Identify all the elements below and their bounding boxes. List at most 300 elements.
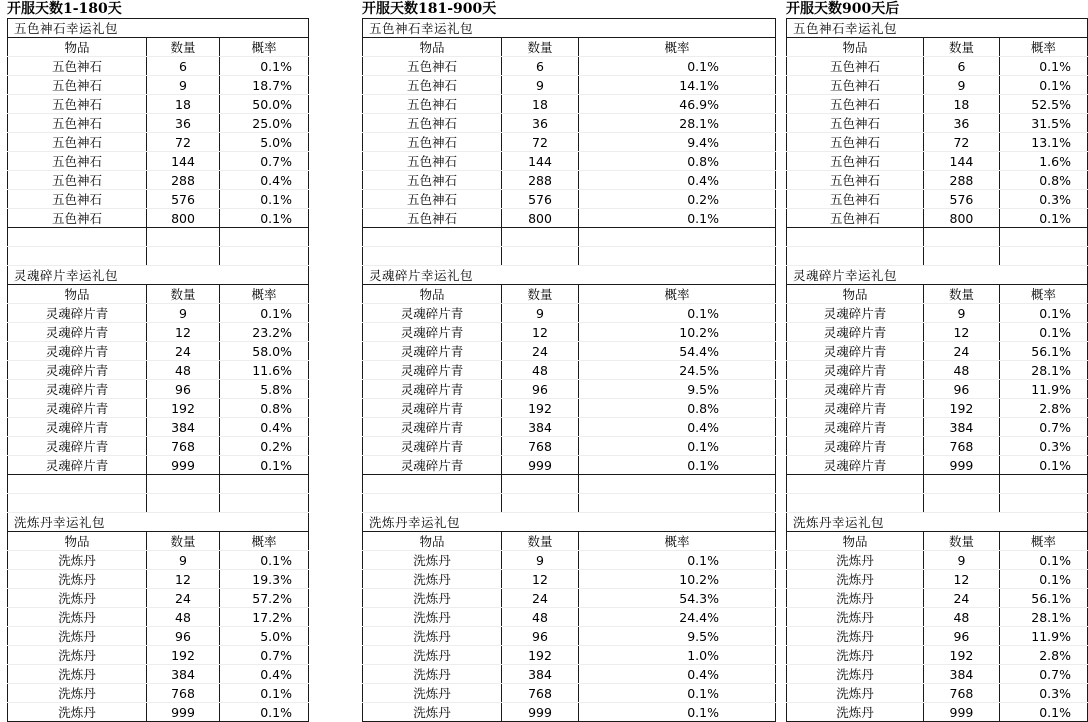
item-cell[interactable]: 洗炼丹 (363, 703, 502, 722)
item-cell[interactable]: 灵魂碎片青 (787, 323, 924, 342)
item-cell[interactable]: 五色神石 (363, 190, 502, 209)
prob-cell[interactable]: 0.4% (579, 665, 776, 684)
item-cell[interactable]: 五色神石 (787, 190, 924, 209)
item-cell[interactable]: 洗炼丹 (787, 589, 924, 608)
pack-title[interactable]: 五色神石幸运礼包 (8, 19, 309, 38)
item-cell[interactable]: 五色神石 (363, 133, 502, 152)
qty-cell[interactable]: 48 (924, 361, 1000, 380)
prob-cell[interactable]: 19.3% (220, 570, 309, 589)
qty-cell[interactable]: 9 (924, 76, 1000, 95)
qty-cell[interactable]: 144 (502, 152, 579, 171)
qty-cell[interactable]: 384 (502, 418, 579, 437)
qty-cell[interactable]: 12 (502, 323, 579, 342)
item-cell[interactable]: 灵魂碎片青 (8, 399, 147, 418)
qty-cell[interactable]: 384 (924, 418, 1000, 437)
prob-cell[interactable]: 2.8% (999, 646, 1087, 665)
prob-cell[interactable]: 0.1% (999, 304, 1087, 323)
qty-cell[interactable]: 999 (147, 703, 220, 722)
header-item[interactable]: 物品 (787, 285, 924, 304)
qty-cell[interactable]: 9 (924, 304, 1000, 323)
item-cell[interactable]: 灵魂碎片青 (8, 304, 147, 323)
prob-cell[interactable]: 0.1% (999, 703, 1087, 722)
prob-cell[interactable]: 0.8% (999, 171, 1087, 190)
item-cell[interactable]: 灵魂碎片青 (8, 456, 147, 475)
qty-cell[interactable]: 24 (502, 589, 579, 608)
qty-cell[interactable]: 18 (924, 95, 1000, 114)
prob-cell[interactable]: 0.7% (999, 665, 1087, 684)
prob-cell[interactable]: 0.1% (579, 684, 776, 703)
item-cell[interactable]: 五色神石 (8, 114, 147, 133)
header-qty[interactable]: 数量 (924, 285, 1000, 304)
item-cell[interactable]: 洗炼丹 (8, 627, 147, 646)
item-cell[interactable]: 五色神石 (8, 57, 147, 76)
prob-cell[interactable]: 0.1% (999, 76, 1087, 95)
item-cell[interactable]: 五色神石 (8, 190, 147, 209)
empty-cell[interactable] (579, 475, 776, 494)
qty-cell[interactable]: 384 (147, 665, 220, 684)
item-cell[interactable]: 灵魂碎片青 (787, 399, 924, 418)
prob-cell[interactable]: 2.8% (999, 399, 1087, 418)
qty-cell[interactable]: 48 (147, 361, 220, 380)
item-cell[interactable]: 灵魂碎片青 (787, 304, 924, 323)
header-prob[interactable]: 概率 (220, 285, 309, 304)
header-prob[interactable]: 概率 (999, 532, 1087, 551)
item-cell[interactable]: 五色神石 (363, 57, 502, 76)
empty-cell[interactable] (924, 228, 1000, 247)
prob-cell[interactable]: 0.1% (999, 209, 1087, 228)
item-cell[interactable]: 灵魂碎片青 (363, 323, 502, 342)
item-cell[interactable]: 洗炼丹 (8, 589, 147, 608)
prob-cell[interactable]: 0.1% (579, 551, 776, 570)
prob-cell[interactable]: 0.1% (220, 304, 309, 323)
qty-cell[interactable]: 36 (147, 114, 220, 133)
item-cell[interactable]: 灵魂碎片青 (363, 380, 502, 399)
item-cell[interactable]: 灵魂碎片青 (787, 361, 924, 380)
prob-cell[interactable]: 11.9% (999, 380, 1087, 399)
prob-cell[interactable]: 9.5% (579, 627, 776, 646)
item-cell[interactable]: 灵魂碎片青 (363, 418, 502, 437)
qty-cell[interactable]: 384 (924, 665, 1000, 684)
empty-cell[interactable] (999, 494, 1087, 513)
pack-title[interactable]: 灵魂碎片幸运礼包 (787, 266, 1088, 285)
empty-cell[interactable] (579, 247, 776, 266)
qty-cell[interactable]: 999 (502, 703, 579, 722)
empty-cell[interactable] (502, 475, 579, 494)
prob-cell[interactable]: 0.2% (220, 437, 309, 456)
empty-cell[interactable] (8, 475, 147, 494)
prob-cell[interactable]: 54.4% (579, 342, 776, 361)
pack-title[interactable]: 洗炼丹幸运礼包 (363, 513, 776, 532)
prob-cell[interactable]: 0.1% (579, 456, 776, 475)
empty-cell[interactable] (363, 228, 502, 247)
prob-cell[interactable]: 54.3% (579, 589, 776, 608)
empty-cell[interactable] (999, 247, 1087, 266)
empty-cell[interactable] (8, 247, 147, 266)
header-prob[interactable]: 概率 (999, 38, 1087, 57)
prob-cell[interactable]: 28.1% (579, 114, 776, 133)
prob-cell[interactable]: 0.1% (220, 57, 309, 76)
header-prob[interactable]: 概率 (999, 285, 1087, 304)
qty-cell[interactable]: 999 (502, 456, 579, 475)
empty-cell[interactable] (147, 247, 220, 266)
prob-cell[interactable]: 0.8% (579, 399, 776, 418)
header-prob[interactable]: 概率 (220, 38, 309, 57)
item-cell[interactable]: 洗炼丹 (363, 608, 502, 627)
qty-cell[interactable]: 192 (502, 399, 579, 418)
item-cell[interactable]: 灵魂碎片青 (8, 418, 147, 437)
item-cell[interactable]: 五色神石 (787, 133, 924, 152)
item-cell[interactable]: 灵魂碎片青 (363, 437, 502, 456)
qty-cell[interactable]: 768 (502, 437, 579, 456)
qty-cell[interactable]: 72 (147, 133, 220, 152)
item-cell[interactable]: 五色神石 (363, 209, 502, 228)
empty-cell[interactable] (220, 475, 309, 494)
qty-cell[interactable]: 768 (147, 437, 220, 456)
empty-cell[interactable] (147, 228, 220, 247)
item-cell[interactable]: 五色神石 (787, 209, 924, 228)
empty-cell[interactable] (363, 494, 502, 513)
prob-cell[interactable]: 25.0% (220, 114, 309, 133)
item-cell[interactable]: 灵魂碎片青 (8, 323, 147, 342)
prob-cell[interactable]: 0.7% (220, 152, 309, 171)
empty-cell[interactable] (999, 228, 1087, 247)
qty-cell[interactable]: 72 (924, 133, 1000, 152)
pack-title[interactable]: 灵魂碎片幸运礼包 (363, 266, 776, 285)
qty-cell[interactable]: 768 (147, 684, 220, 703)
qty-cell[interactable]: 800 (147, 209, 220, 228)
prob-cell[interactable]: 0.1% (999, 456, 1087, 475)
pack-title[interactable]: 灵魂碎片幸运礼包 (8, 266, 309, 285)
item-cell[interactable]: 洗炼丹 (787, 627, 924, 646)
qty-cell[interactable]: 768 (924, 684, 1000, 703)
qty-cell[interactable]: 384 (147, 418, 220, 437)
empty-cell[interactable] (924, 475, 1000, 494)
prob-cell[interactable]: 0.2% (579, 190, 776, 209)
prob-cell[interactable]: 5.0% (220, 627, 309, 646)
item-cell[interactable]: 五色神石 (8, 171, 147, 190)
qty-cell[interactable]: 384 (502, 665, 579, 684)
prob-cell[interactable]: 1.0% (579, 646, 776, 665)
qty-cell[interactable]: 96 (502, 627, 579, 646)
item-cell[interactable]: 洗炼丹 (363, 589, 502, 608)
empty-cell[interactable] (787, 475, 924, 494)
prob-cell[interactable]: 0.1% (999, 570, 1087, 589)
prob-cell[interactable]: 56.1% (999, 342, 1087, 361)
prob-cell[interactable]: 0.1% (999, 323, 1087, 342)
item-cell[interactable]: 洗炼丹 (363, 684, 502, 703)
qty-cell[interactable]: 192 (502, 646, 579, 665)
prob-cell[interactable]: 0.1% (220, 190, 309, 209)
qty-cell[interactable]: 999 (924, 703, 1000, 722)
item-cell[interactable]: 洗炼丹 (787, 703, 924, 722)
item-cell[interactable]: 洗炼丹 (8, 551, 147, 570)
prob-cell[interactable]: 0.1% (220, 551, 309, 570)
item-cell[interactable]: 洗炼丹 (787, 570, 924, 589)
pack-title[interactable]: 洗炼丹幸运礼包 (787, 513, 1088, 532)
qty-cell[interactable]: 288 (924, 171, 1000, 190)
prob-cell[interactable]: 31.5% (999, 114, 1087, 133)
qty-cell[interactable]: 48 (502, 361, 579, 380)
item-cell[interactable]: 洗炼丹 (8, 570, 147, 589)
header-qty[interactable]: 数量 (502, 532, 579, 551)
item-cell[interactable]: 洗炼丹 (8, 684, 147, 703)
prob-cell[interactable]: 0.4% (579, 418, 776, 437)
header-item[interactable]: 物品 (363, 38, 502, 57)
item-cell[interactable]: 洗炼丹 (787, 551, 924, 570)
header-item[interactable]: 物品 (363, 285, 502, 304)
qty-cell[interactable]: 288 (502, 171, 579, 190)
header-qty[interactable]: 数量 (147, 38, 220, 57)
prob-cell[interactable]: 0.1% (220, 684, 309, 703)
qty-cell[interactable]: 12 (502, 570, 579, 589)
item-cell[interactable]: 灵魂碎片青 (8, 361, 147, 380)
prob-cell[interactable]: 0.8% (220, 399, 309, 418)
item-cell[interactable]: 洗炼丹 (8, 608, 147, 627)
qty-cell[interactable]: 6 (924, 57, 1000, 76)
prob-cell[interactable]: 0.4% (220, 171, 309, 190)
qty-cell[interactable]: 18 (502, 95, 579, 114)
qty-cell[interactable]: 288 (147, 171, 220, 190)
qty-cell[interactable]: 12 (924, 570, 1000, 589)
header-prob[interactable]: 概率 (220, 532, 309, 551)
prob-cell[interactable]: 18.7% (220, 76, 309, 95)
qty-cell[interactable]: 144 (147, 152, 220, 171)
prob-cell[interactable]: 0.8% (579, 152, 776, 171)
qty-cell[interactable]: 96 (924, 627, 1000, 646)
header-item[interactable]: 物品 (8, 532, 147, 551)
qty-cell[interactable]: 48 (502, 608, 579, 627)
qty-cell[interactable]: 768 (502, 684, 579, 703)
qty-cell[interactable]: 96 (147, 380, 220, 399)
pack-title[interactable]: 洗炼丹幸运礼包 (8, 513, 309, 532)
item-cell[interactable]: 五色神石 (363, 114, 502, 133)
prob-cell[interactable]: 0.1% (579, 304, 776, 323)
prob-cell[interactable]: 46.9% (579, 95, 776, 114)
item-cell[interactable]: 灵魂碎片青 (363, 399, 502, 418)
qty-cell[interactable]: 24 (924, 589, 1000, 608)
qty-cell[interactable]: 24 (147, 589, 220, 608)
empty-cell[interactable] (220, 228, 309, 247)
qty-cell[interactable]: 18 (147, 95, 220, 114)
qty-cell[interactable]: 12 (147, 570, 220, 589)
item-cell[interactable]: 洗炼丹 (787, 646, 924, 665)
prob-cell[interactable]: 50.0% (220, 95, 309, 114)
qty-cell[interactable]: 24 (924, 342, 1000, 361)
item-cell[interactable]: 灵魂碎片青 (363, 456, 502, 475)
item-cell[interactable]: 灵魂碎片青 (8, 380, 147, 399)
qty-cell[interactable]: 9 (147, 76, 220, 95)
qty-cell[interactable]: 24 (147, 342, 220, 361)
pack-title[interactable]: 五色神石幸运礼包 (363, 19, 776, 38)
item-cell[interactable]: 五色神石 (787, 95, 924, 114)
item-cell[interactable]: 五色神石 (8, 152, 147, 171)
prob-cell[interactable]: 10.2% (579, 323, 776, 342)
qty-cell[interactable]: 9 (147, 551, 220, 570)
prob-cell[interactable]: 0.7% (220, 646, 309, 665)
qty-cell[interactable]: 36 (924, 114, 1000, 133)
item-cell[interactable]: 洗炼丹 (787, 665, 924, 684)
item-cell[interactable]: 洗炼丹 (8, 703, 147, 722)
qty-cell[interactable]: 144 (924, 152, 1000, 171)
empty-cell[interactable] (502, 247, 579, 266)
item-cell[interactable]: 五色神石 (363, 171, 502, 190)
qty-cell[interactable]: 9 (502, 76, 579, 95)
item-cell[interactable]: 灵魂碎片青 (787, 342, 924, 361)
prob-cell[interactable]: 11.6% (220, 361, 309, 380)
header-prob[interactable]: 概率 (579, 532, 776, 551)
qty-cell[interactable]: 96 (924, 380, 1000, 399)
empty-cell[interactable] (502, 494, 579, 513)
prob-cell[interactable]: 9.5% (579, 380, 776, 399)
prob-cell[interactable]: 0.3% (999, 190, 1087, 209)
empty-cell[interactable] (579, 494, 776, 513)
item-cell[interactable]: 灵魂碎片青 (363, 361, 502, 380)
qty-cell[interactable]: 9 (924, 551, 1000, 570)
empty-cell[interactable] (787, 247, 924, 266)
header-qty[interactable]: 数量 (924, 532, 1000, 551)
qty-cell[interactable]: 12 (147, 323, 220, 342)
prob-cell[interactable]: 13.1% (999, 133, 1087, 152)
empty-cell[interactable] (8, 228, 147, 247)
prob-cell[interactable]: 0.1% (579, 209, 776, 228)
header-item[interactable]: 物品 (787, 38, 924, 57)
prob-cell[interactable]: 23.2% (220, 323, 309, 342)
item-cell[interactable]: 五色神石 (363, 95, 502, 114)
prob-cell[interactable]: 14.1% (579, 76, 776, 95)
prob-cell[interactable]: 17.2% (220, 608, 309, 627)
item-cell[interactable]: 灵魂碎片青 (363, 304, 502, 323)
qty-cell[interactable]: 192 (147, 399, 220, 418)
prob-cell[interactable]: 0.4% (220, 665, 309, 684)
header-qty[interactable]: 数量 (924, 38, 1000, 57)
prob-cell[interactable]: 28.1% (999, 608, 1087, 627)
item-cell[interactable]: 五色神石 (8, 209, 147, 228)
header-prob[interactable]: 概率 (579, 38, 776, 57)
qty-cell[interactable]: 576 (502, 190, 579, 209)
qty-cell[interactable]: 24 (502, 342, 579, 361)
header-item[interactable]: 物品 (787, 532, 924, 551)
item-cell[interactable]: 五色神石 (787, 57, 924, 76)
empty-cell[interactable] (220, 247, 309, 266)
prob-cell[interactable]: 58.0% (220, 342, 309, 361)
empty-cell[interactable] (579, 228, 776, 247)
qty-cell[interactable]: 36 (502, 114, 579, 133)
item-cell[interactable]: 五色神石 (787, 152, 924, 171)
qty-cell[interactable]: 768 (924, 437, 1000, 456)
prob-cell[interactable]: 0.4% (579, 171, 776, 190)
item-cell[interactable]: 洗炼丹 (363, 665, 502, 684)
item-cell[interactable]: 洗炼丹 (363, 570, 502, 589)
item-cell[interactable]: 灵魂碎片青 (787, 437, 924, 456)
empty-cell[interactable] (787, 228, 924, 247)
qty-cell[interactable]: 576 (147, 190, 220, 209)
prob-cell[interactable]: 9.4% (579, 133, 776, 152)
item-cell[interactable]: 灵魂碎片青 (787, 456, 924, 475)
qty-cell[interactable]: 96 (502, 380, 579, 399)
pack-title[interactable]: 五色神石幸运礼包 (787, 19, 1088, 38)
qty-cell[interactable]: 6 (502, 57, 579, 76)
empty-cell[interactable] (363, 247, 502, 266)
empty-cell[interactable] (787, 494, 924, 513)
qty-cell[interactable]: 96 (147, 627, 220, 646)
prob-cell[interactable]: 0.1% (999, 57, 1087, 76)
prob-cell[interactable]: 0.1% (579, 437, 776, 456)
qty-cell[interactable]: 72 (502, 133, 579, 152)
qty-cell[interactable]: 9 (147, 304, 220, 323)
prob-cell[interactable]: 24.5% (579, 361, 776, 380)
prob-cell[interactable]: 5.8% (220, 380, 309, 399)
qty-cell[interactable]: 48 (147, 608, 220, 627)
qty-cell[interactable]: 800 (502, 209, 579, 228)
empty-cell[interactable] (220, 494, 309, 513)
item-cell[interactable]: 五色神石 (787, 114, 924, 133)
prob-cell[interactable]: 11.9% (999, 627, 1087, 646)
qty-cell[interactable]: 9 (502, 551, 579, 570)
empty-cell[interactable] (363, 475, 502, 494)
qty-cell[interactable]: 9 (502, 304, 579, 323)
item-cell[interactable]: 五色神石 (787, 171, 924, 190)
empty-cell[interactable] (502, 228, 579, 247)
empty-cell[interactable] (147, 475, 220, 494)
qty-cell[interactable]: 6 (147, 57, 220, 76)
item-cell[interactable]: 灵魂碎片青 (787, 380, 924, 399)
empty-cell[interactable] (147, 494, 220, 513)
header-item[interactable]: 物品 (8, 38, 147, 57)
header-item[interactable]: 物品 (8, 285, 147, 304)
qty-cell[interactable]: 192 (924, 646, 1000, 665)
header-qty[interactable]: 数量 (147, 532, 220, 551)
qty-cell[interactable]: 192 (147, 646, 220, 665)
qty-cell[interactable]: 48 (924, 608, 1000, 627)
item-cell[interactable]: 洗炼丹 (787, 684, 924, 703)
item-cell[interactable]: 灵魂碎片青 (8, 437, 147, 456)
empty-cell[interactable] (924, 247, 1000, 266)
prob-cell[interactable]: 0.3% (999, 684, 1087, 703)
item-cell[interactable]: 五色神石 (8, 95, 147, 114)
header-qty[interactable]: 数量 (147, 285, 220, 304)
item-cell[interactable]: 灵魂碎片青 (787, 418, 924, 437)
prob-cell[interactable]: 0.3% (999, 437, 1087, 456)
prob-cell[interactable]: 0.1% (999, 551, 1087, 570)
qty-cell[interactable]: 999 (147, 456, 220, 475)
item-cell[interactable]: 洗炼丹 (363, 551, 502, 570)
item-cell[interactable]: 五色神石 (8, 76, 147, 95)
item-cell[interactable]: 五色神石 (8, 133, 147, 152)
item-cell[interactable]: 五色神石 (363, 76, 502, 95)
prob-cell[interactable]: 57.2% (220, 589, 309, 608)
prob-cell[interactable]: 56.1% (999, 589, 1087, 608)
empty-cell[interactable] (999, 475, 1087, 494)
prob-cell[interactable]: 0.1% (220, 703, 309, 722)
empty-cell[interactable] (8, 494, 147, 513)
qty-cell[interactable]: 12 (924, 323, 1000, 342)
prob-cell[interactable]: 28.1% (999, 361, 1087, 380)
prob-cell[interactable]: 0.7% (999, 418, 1087, 437)
prob-cell[interactable]: 1.6% (999, 152, 1087, 171)
item-cell[interactable]: 洗炼丹 (363, 646, 502, 665)
qty-cell[interactable]: 800 (924, 209, 1000, 228)
qty-cell[interactable]: 999 (924, 456, 1000, 475)
prob-cell[interactable]: 0.1% (579, 57, 776, 76)
item-cell[interactable]: 灵魂碎片青 (8, 342, 147, 361)
prob-cell[interactable]: 52.5% (999, 95, 1087, 114)
item-cell[interactable]: 洗炼丹 (787, 608, 924, 627)
item-cell[interactable]: 洗炼丹 (8, 665, 147, 684)
qty-cell[interactable]: 576 (924, 190, 1000, 209)
prob-cell[interactable]: 0.1% (220, 456, 309, 475)
prob-cell[interactable]: 10.2% (579, 570, 776, 589)
header-prob[interactable]: 概率 (579, 285, 776, 304)
